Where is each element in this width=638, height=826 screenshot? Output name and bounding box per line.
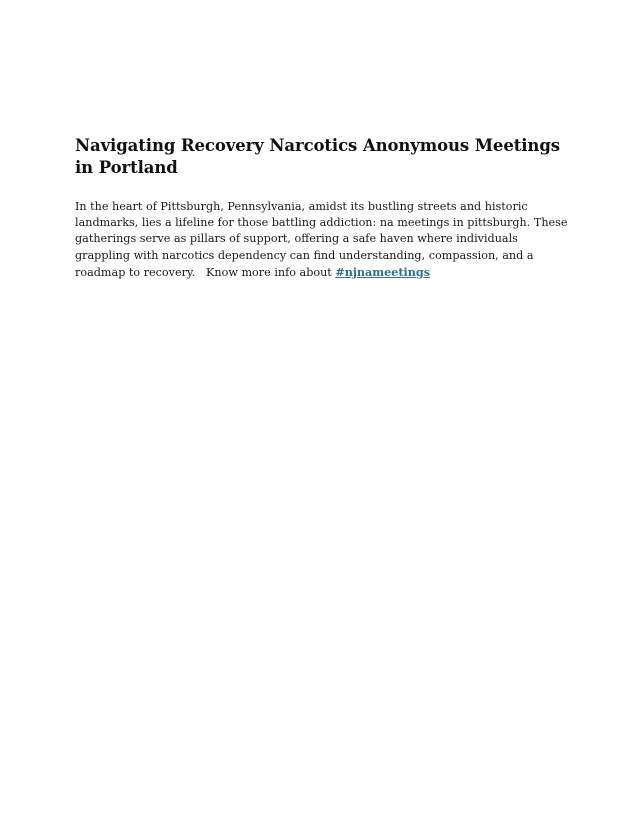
hashtag-link[interactable]: #njnameetings xyxy=(335,264,431,279)
body-paragraph xyxy=(75,199,570,281)
body-paragraph-text: In the heart of Pittsburgh, Pennsylvania, amidst its bustling streets and historic landmarks, lies a lifeline for those battling addiction: na meetings in pittsburgh. These gatherings serve as pillars of support, offering a safe haven where individuals grappling with narcotics dependency can find understanding, compassion, and a roadmap to recovery. Know more info about xyxy=(75,200,572,279)
document-content xyxy=(75,135,570,281)
document-title: Navigating Recovery Narcotics Anonymous Meetings in Portland xyxy=(75,136,560,177)
